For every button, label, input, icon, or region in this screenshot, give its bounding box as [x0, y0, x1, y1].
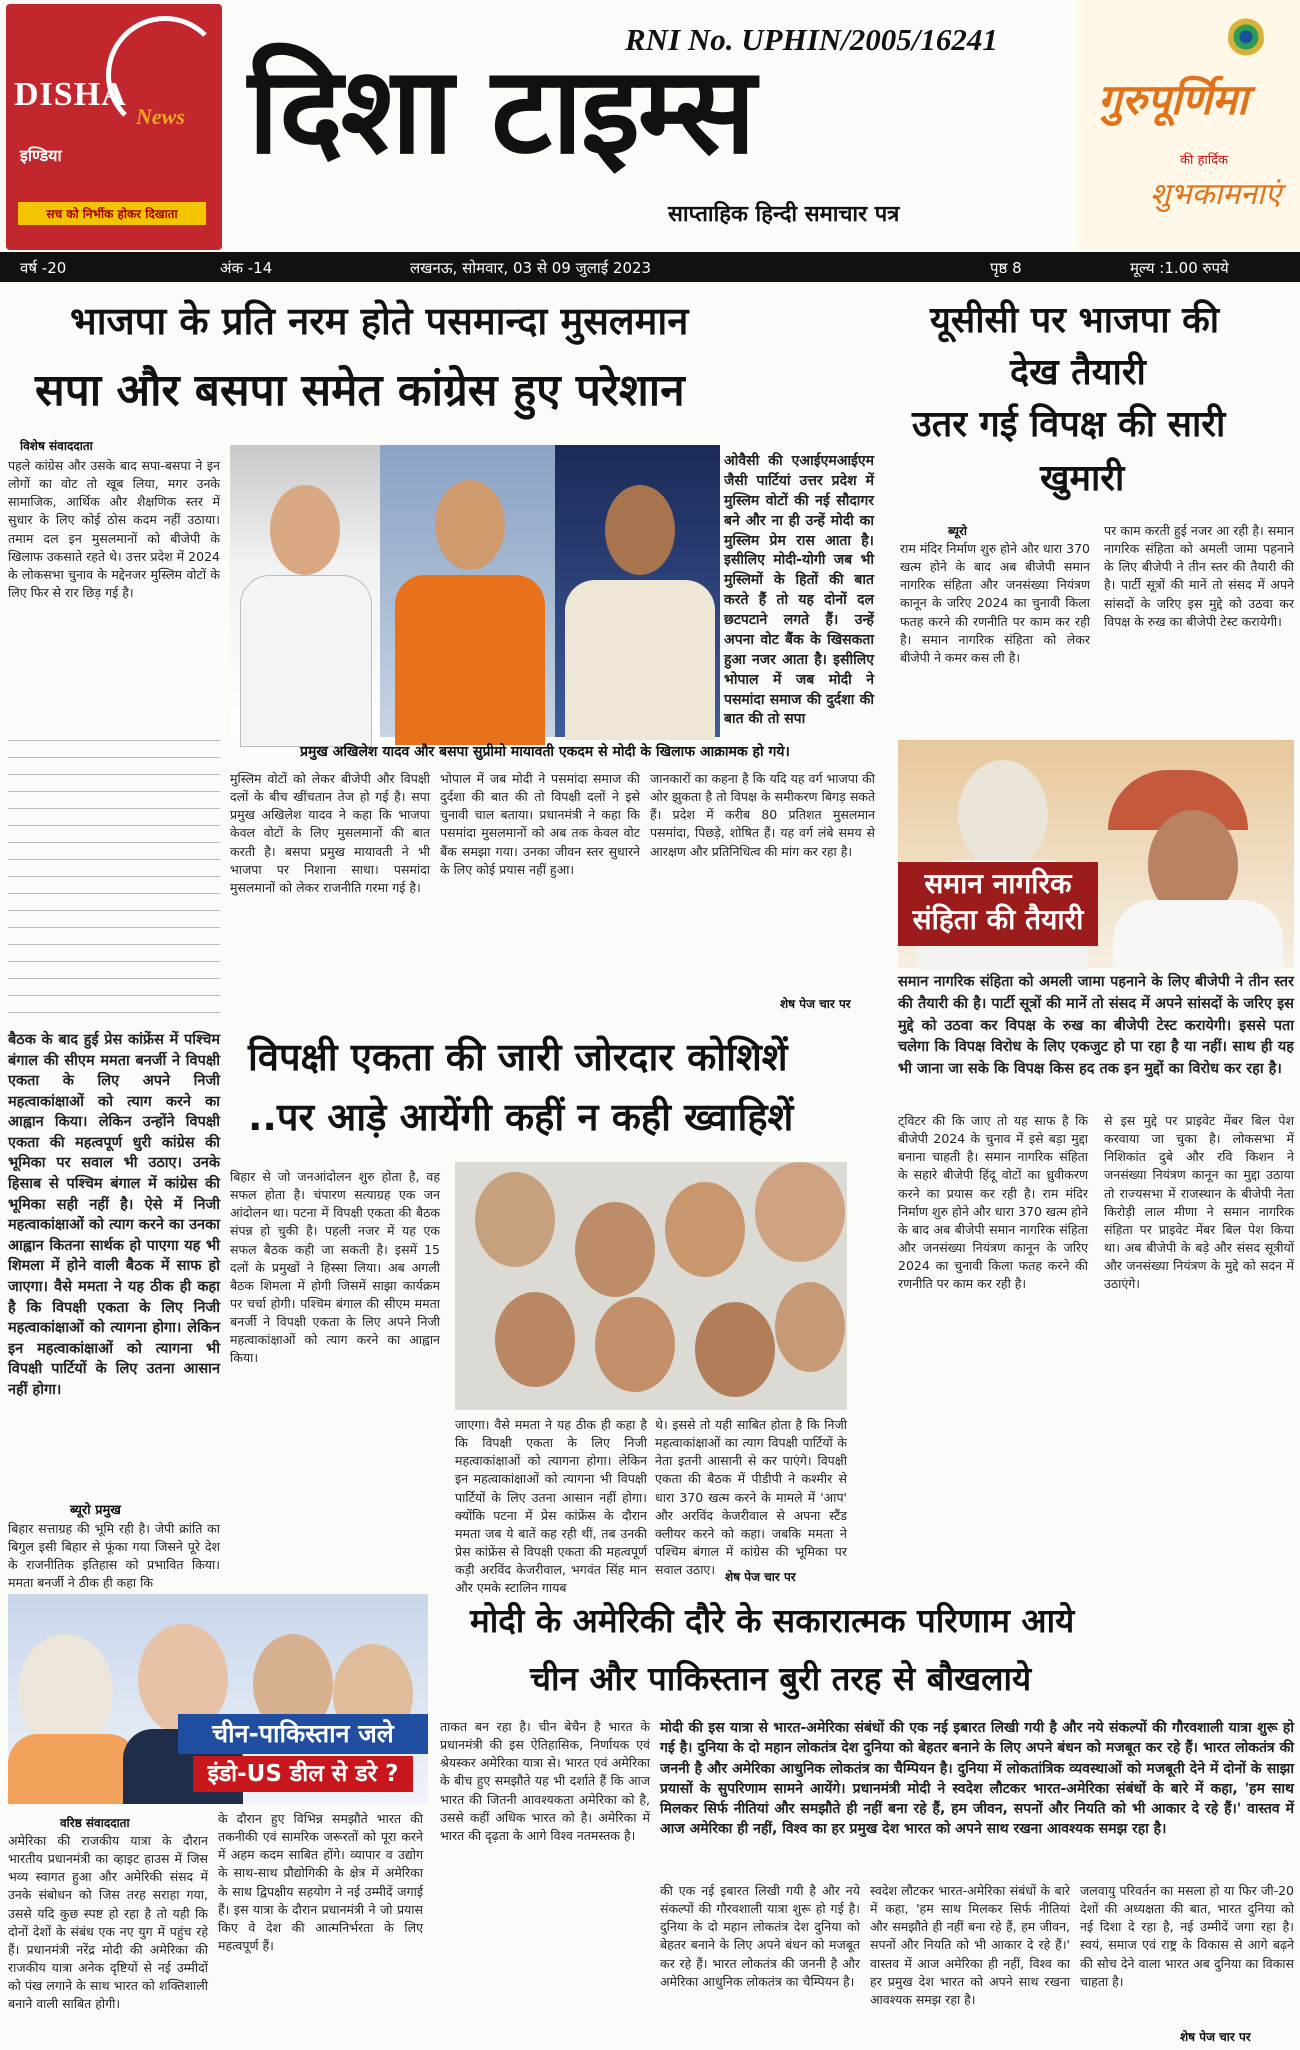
opposition-leaders-photo	[455, 1162, 847, 1410]
issue-number: अंक -14	[220, 259, 273, 277]
story3-continued: शेष पेज चार पर	[725, 1570, 796, 1584]
story4-col3: ताकत बन रहा है। चीन बेचैन है भारत के प्रधानमंत्री की इस ऐतिहासिक, निर्णायक एवं श्रेयस्कर अमेरिका यात्रा से। भारत एवं अमेरिका के बीच हुए समझौते यह भी दर्शाते हैं कि आज भारत की जितनी आवश्यकता अमेरिका को है, उससे कहीं अधिक भारत को है। अमेरिका में भारत की दृढ़ता के आगे विश्व नतमस्तक है।	[440, 1719, 650, 1843]
story4-headline1: मोदी के अमेरिकी दौरे के सकारात्मक परिणाम आये	[470, 1601, 1075, 1640]
story4-continued: शेष पेज चार पर	[1180, 2030, 1251, 2044]
newspaper-subtitle: साप्ताहिक हिन्दी समाचार पत्र	[668, 202, 900, 227]
greeting-line1: गुरुपूर्णिमा	[1098, 75, 1248, 124]
logo-tagline: सच को निर्भीक होकर दिखाता	[18, 202, 206, 225]
story2-body-left: राम मंदिर निर्माण शुरु होने और धारा 370 खत्म होने के बाद अब बीजेपी समान नागरिक संहिता और जनसंख्या नियंत्रण कानून के जरिए 2024 का चुनावी किला फतह करने की रणनीति पर काम कर रही है। समान नागरिक संहिता को लेकर बीजेपी ने कमर कस ली है।	[900, 541, 1090, 665]
greeting-line2: की हार्दिक	[1180, 153, 1229, 168]
ucc-photo	[898, 740, 1294, 968]
us-banner1: चीन-पाकिस्तान जले	[178, 1714, 428, 1754]
story3-headline1: विपक्षी एकता की जारी जोरदार कोशिशें	[248, 1035, 788, 1079]
us-banner2: इंडो-US डील से डरे ?	[193, 1756, 413, 1792]
greeting-line3: शुभकामनाएं	[1150, 177, 1282, 212]
guru-purnima-greeting	[1078, 0, 1300, 250]
story1-text-lines	[8, 740, 220, 1020]
story1-body3: जानकारों का कहना है कि यदि यह वर्ग भाजपा की ओर झुकता है तो विपक्ष के समीकरण बिगड़ सकते हैं। प्रदेश में करीब 80 प्रतिशत मुसलमान पसमांदा, पिछड़े, शोषित हैं। यह वर्ग लंबे समय से आरक्षण और प्रतिनिधित्व की मांग कर रहा है।	[650, 771, 875, 859]
story1-photo-strip	[230, 445, 720, 737]
issue-price: मूल्य :1.00 रुपये	[1130, 259, 1229, 277]
story4-col4: की एक नई इबारत लिखी गयी है और नये संकल्पों की गौरवशाली यात्रा शुरू हो गई है। दुनिया के दो महान लोकतंत्र देश दुनिया को बेहतर बनाने के लिए अपने बंधन को मजबूत कर रहे हैं। भारत लोकतंत्र की जननी है और अमेरिका आधुनिक लोकतंत्र का चैम्पियन है।	[660, 1883, 860, 1989]
story1-caption: प्रमुख अखिलेश यादव और बसपा सुप्रीमो मायावती एकदम से मोदी के खिलाफ आक्रामक हो गये।	[300, 744, 790, 760]
story1-headline2: सपा और बसपा समेत कांग्रेस हुए परेशान	[35, 365, 685, 416]
logo-brand: DISHA	[14, 76, 127, 113]
ucc-banner-line1: समान नागरिक	[924, 867, 1072, 900]
story3-col-c: थे। इससे तो यही साबित होता है कि निजी महत्वाकांक्षाओं का त्याग विपक्षी पार्टियों के नेता इतनी आसानी से कर पाएंगे। विपक्षी एकता की बैठक में पीडीपी ने कश्मीर से धारा 370 खत्म करने के मामले में 'आप' और अरविंद केजरीवाल से अपना स्टैंड क्लीयर करने को कहा। जबकि ममता ने पश्चिम बंगाल में कांग्रेस की भूमिका पर सवाल उठाए।	[655, 1417, 847, 1577]
story3-headline2: ..पर आड़े आयेंगी कहीं न कही ख्वाहिशें	[248, 1095, 794, 1139]
story2-headline3: उतर गई विपक्ष की सारी	[912, 404, 1226, 445]
story2-headline4: खुमारी	[1040, 458, 1125, 499]
issue-info-bar	[0, 252, 1300, 282]
story4-headline2: चीन और पाकिस्तान बुरी तरह से बौखलाये	[530, 1659, 1032, 1698]
story3-byline: ब्यूरो प्रमुख	[70, 1503, 121, 1518]
story1-headline1: भाजपा के प्रति नरम होते पसमान्दा मुसलमान	[70, 299, 689, 343]
issue-place-date: लखनऊ, सोमवार, 03 से 09 जुलाई 2023	[410, 259, 652, 277]
story4-col6: जलवायु परिवर्तन का मसला हो या फिर जी-20 देशों की अध्यक्षता की बात, भारत दुनिया को नई दिशा दे रहा है, नई उम्मीदें जगा रहा है। स्वयं, समाज एवं राष्ट्र के विकास से आगे बढ़ने की सोच देने वाला भारत अब दुनिया का विकास चाहता है।	[1080, 1883, 1294, 1989]
story1-continued: शेष पेज चार पर	[780, 997, 851, 1011]
story1-pullquote: ओवैसी की एआईएमआईएम जैसी पार्टियां उत्तर प्रदेश में मुस्लिम वोटों की नई सौदागर बने और ना ही उन्हें मोदी का मुस्लिम प्रेम रास आता है। इसीलिए मोदी-योगी जब भी मुस्लिमों के हितों की बात करते हैं तो यह दोनों दल छटपटाने लगते हैं। उन्हें अपना वोट बैंक के खिसकता हुआ नजर आता है। इसीलिए भोपाल में जब मोदी ने पसमांदा समाज की दुर्दशा की बात की तो सपा	[724, 453, 874, 728]
newspaper-title: दिशा टाइम्स	[248, 42, 754, 181]
story3-col-a: बिहार से जो जनआंदोलन शुरु होता है, वह सफल होता है। चंपारण सत्याग्रह एक जन आंदोलन था। पटना में विपक्षी एकता की बैठक संपन्न हो चुकी है। पहली नजर में यह एक सफल बैठक कही जा सकती है। इसमें 15 दलों के प्रमुखों ने हिस्सा लिया। अब अगली बैठक शिमला में होगी जिसमें साझा कार्यक्रम पर चर्चा होगी। पश्चिम बंगाल की सीएम ममता बनर्जी ने विपक्षी एकता के लिए अपने निजी महत्वाकांक्षाओं को त्याग करने का आह्वान किया।	[230, 1169, 440, 1366]
story2-body2-right: से इस मुद्दे पर प्राइवेट मेंबर बिल पेश करवाया जा चुका है। लोकसभा में निशिकांत दुबे और रवि किशन ने जनसंख्या नियंत्रण कानून का मुद्दा उठाया तो राज्यसभा में राजस्थान के बीजेपी नेता किरोड़ी लाल मीणा ने समान नागरिक संहिता पर प्राइवेट मेंबर बिल पेश किया था। अब बीजेपी के बड़े और संसद सूत्रीयों और जनसंख्या नियंत्रण के मुद्दे को सदन में उठाएंगे।	[1104, 1113, 1294, 1292]
story1-byline: विशेष संवाददाता	[20, 439, 93, 453]
story2-headline2: देख तैयारी	[1010, 352, 1146, 393]
story4-lead: मोदी की इस यात्रा से भारत-अमेरिका संबंधों की एक नई इबारत लिखी गयी है और नये संकल्पों की गौरवशाली यात्रा शुरू हो गई है। दुनिया के दो महान लोकतंत्र देश दुनिया को बेहतर बनाने के लिए अपने बंधन को मजबूत कर रहे हैं। भारत लोकतंत्र की जननी है और अमेरिका आधुनिक लोकतंत्र का चैम्पियन है। दुनिया में लोकतांत्रिक व्यवस्थाओं को मजबूती देने में दोनों के साझा प्रयासों के सुपरिणाम सामने आयेंगे। प्रधानमंत्री मोदी ने स्वदेश लौटकर भारत-अमेरिका संबंधों के बारे में कहा, 'हम साथ मिलकर सिर्फ नीतियां और समझौते ही नहीं बना रहे हैं, हम जीवन, सपनों और नियति को भी आकार दे रहे हैं।' वास्तव में आज अमेरिका ही नहीं, विश्व का हर प्रमुख देश भारत को अपने साथ रखना आवश्यक समझ रहा है।	[660, 1720, 1294, 1838]
story3-side2: बिहार सत्ताग्रह की भूमि रही है। जेपी क्रांति का बिगुल इसी बिहार से फूंका गया जिसने पूरे देश के राजनीतिक इतिहास को प्रभावित किया। ममता बनर्जी ने ठीक ही कहा कि	[8, 1521, 220, 1591]
story2-headline1: यूसीसी पर भाजपा की	[930, 300, 1220, 341]
story4-col2: के दौरान हुए विभिन्न समझौते भारत की तकनीकी एवं सामरिक जरूरतों को पूरा करने में अहम कदम साबित होंगे। व्यापार व उद्योग के साथ-साथ प्रौद्योगिकी के क्षेत्र में अमेरिका के साथ द्विपक्षीय सहयोग ने नई उम्मीदें जगाई हैं। इस यात्रा के दौरान प्रधानमंत्री ने जो प्रयास किए वे देश की आत्मनिर्भरता के लिए महत्वपूर्ण हैं।	[218, 1811, 423, 1953]
ucc-banner	[898, 862, 1098, 946]
story4-byline: वरिष्ठ संवाददाता	[60, 1816, 130, 1830]
rni-number: RNI No. UPHIN/2005/16241	[625, 22, 998, 57]
peacock-feather-icon	[1228, 10, 1264, 70]
akhilesh-photo	[230, 445, 380, 737]
story3-col-b: जाएगा। वैसे ममता ने यह ठीक ही कहा है कि विपक्षी एकता के लिए निजी महत्वाकांक्षाओं को त्यागना होगा। लेकिन इन महत्वाकांक्षाओं को त्यागना भी विपक्षी पार्टियों के लिए उतना आसान नहीं होगा। क्योंकि पटना में प्रेस कांफ्रेंस के दौरान ममता जब ये बातें कह रही थीं, तब उनकी प्रेस कांफ्रेंस से विपक्षी एकता की महत्वपूर्ण कड़ी अरविंद केजरीवाल, भगवंत सिंह मान और एमके स्टालिन गायब	[455, 1417, 647, 1596]
logo-news: News	[136, 104, 185, 129]
story4-col5: स्वदेश लौटकर भारत-अमेरिका संबंधों के बारे में कहा, 'हम साथ मिलकर सिर्फ नीतियां और समझौते ही नहीं बना रहे हैं, हम जीवन, सपनों और नियति को भी आकार दे रहे हैं।' वास्तव में आज अमेरिका ही नहीं, विश्व का हर प्रमुख देश भारत को अपने साथ रखना आवश्यक समझ रहा है।	[870, 1883, 1070, 2007]
mayawati-photo	[555, 445, 720, 737]
story4-col1: अमेरिका की राजकीय यात्रा के दौरान भारतीय प्रधानमंत्री का व्हाइट हाउस में जिस भव्य स्वागत हुआ और अमेरिकी संसद में उनके संबोधन को जिस तरह सराहा गया, उससे यदि कुछ स्पष्ट हो रहा है तो यही कि दोनों देशों के संबंध एक नए युग में पहुंच रहे हैं। प्रधानमंत्री नरेंद्र मोदी की अमेरिका की राजकीय यात्रा अनेक दृष्टियों से नई उम्मीदों को पंख लगाने के साथ भारत को शक्तिशाली बनाने वाली साबित होगी।	[8, 1833, 208, 2012]
modi-us-photo	[8, 1594, 428, 1804]
story2-lead: समान नागरिक संहिता को अमली जामा पहनाने के लिए बीजेपी ने तीन स्तर की तैयारी की है। पार्टी सूत्रों की मानें तो संसद में अपने सांसदों के जरिए इस मुद्दे को उठवा कर विपक्ष के रुख का बीजेपी टेस्ट करायेगी। इससे पता चलेगा कि विपक्ष विरोध के लिए एकजुट हो पा रहा है या नहीं। साथ ही यह भी जाना जा सके कि विपक्ष किस हद तक इन मुद्दों का विरोध कर रहा है।	[898, 974, 1294, 1077]
story1-intro: पहले कांग्रेस और उसके बाद सपा-बसपा ने इन लोगों का वोट तो खूब लिया, मगर उनके सामाजिक, आर्थिक और शैक्षणिक स्तर में सुधार के लिए कोई ठोस कदम नहीं उठाया। तमाम दल इन मुसलमानों को बीजेपी के खिलाफ उकसाते रहते थे। उत्तर प्रदेश में 2024 के लोकसभा चुनाव के मद्देनजर मुस्लिम वोटों के लिए फिर से रार छिड़ गई है।	[8, 458, 220, 600]
story2-body-right: पर काम करती हुई नजर आ रही है। समान नागरिक संहिता को अमली जामा पहनाने के लिए बीजेपी ने तीन स्तर की तैयारी की है। पार्टी सूत्रों की मानें तो संसद में अपने सांसदों के जरिए इस मुद्दे को उठवा कर विपक्ष के रुख का बीजेपी टेस्ट करायेगी।	[1104, 523, 1294, 629]
story1-body2: भोपाल में जब मोदी ने पसमांदा समाज की दुर्दशा की बात की तो विपक्षी दलों ने इसे चुनावी चाल बताया। प्रधानमंत्री ने कहा कि पसमांदा मुसलमानों को अब तक केवल वोट बैंक समझा गया। उनका जीवन स्तर सुधारने के लिए कोई प्रयास नहीं हुआ।	[440, 771, 640, 877]
yogi-photo	[380, 445, 555, 737]
story1-body1: मुस्लिम वोटों को लेकर बीजेपी और विपक्षी दलों के बीच खींचतान तेज हो गई है। सपा प्रमुख अखिलेश यादव ने कहा कि भाजपा केवल वोटों के लिए मुसलमानों की बात करती है। बसपा प्रमुख मायावती ने भी भाजपा पर निशाना साधा। पसमांदा मुसलमानों को लेकर राजनीति गरमा गई है।	[230, 771, 430, 895]
logo-region: इण्डिया	[20, 146, 62, 165]
issue-year: वर्ष -20	[20, 259, 67, 277]
story3-side-quote: बैठक के बाद हुई प्रेस कांफ्रेंस में पश्चिम बंगाल की सीएम ममता बनर्जी ने विपक्षी एकता के लिए अपने निजी महत्वाकांक्षाओं को त्याग करने का आह्वान किया। लेकिन उन्होंने विपक्षी एकता की महत्वपूर्ण धुरी कांग्रेस की भूमिका पर सवाल भी उठाए। उनके हिसाब से पश्चिम बंगाल में कांग्रेस की भूमिका सही नहीं है। ऐसे में निजी महत्वाकांक्षाओं को त्याग करने का उनका आह्वान कितना सार्थक हो पाएगा यह भी शिमला में होने वाली बैठक में साफ हो जाएगा। वैसे ममता ने यह ठीक ही कहा है कि विपक्षी एकता के लिए निजी महत्वाकांक्षाओं को त्यागना होगा। लेकिन इन महत्वाकांक्षाओं को त्यागना भी विपक्षी पार्टियों के लिए उतना आसान नहीं होगा।	[8, 1032, 220, 1398]
ucc-banner-line2: संहिता की तैयारी	[912, 903, 1084, 937]
story2-byline: ब्यूरो	[948, 524, 967, 538]
story2-body2-left: ट्विटर की कि जाए तो यह साफ है कि बीजेपी 2024 के चुनाव में इसे बड़ा मुद्दा बनाना चाहती है। समान नागरिक संहिता के सहारे बीजेपी हिंदू वोटों का ध्रुवीकरण करने का प्रयास कर रही है। राम मंदिर निर्माण शुरु होने और धारा 370 खत्म होने के बाद अब बीजेपी समान नागरिक संहिता और जनसंख्या नियंत्रण कानून के जरिए 2024 का चुनावी किला फतह करने की रणनीति पर काम कर रही है।	[898, 1113, 1088, 1292]
disha-news-logo	[6, 4, 222, 250]
issue-page: पृष्ठ 8	[990, 259, 1022, 277]
